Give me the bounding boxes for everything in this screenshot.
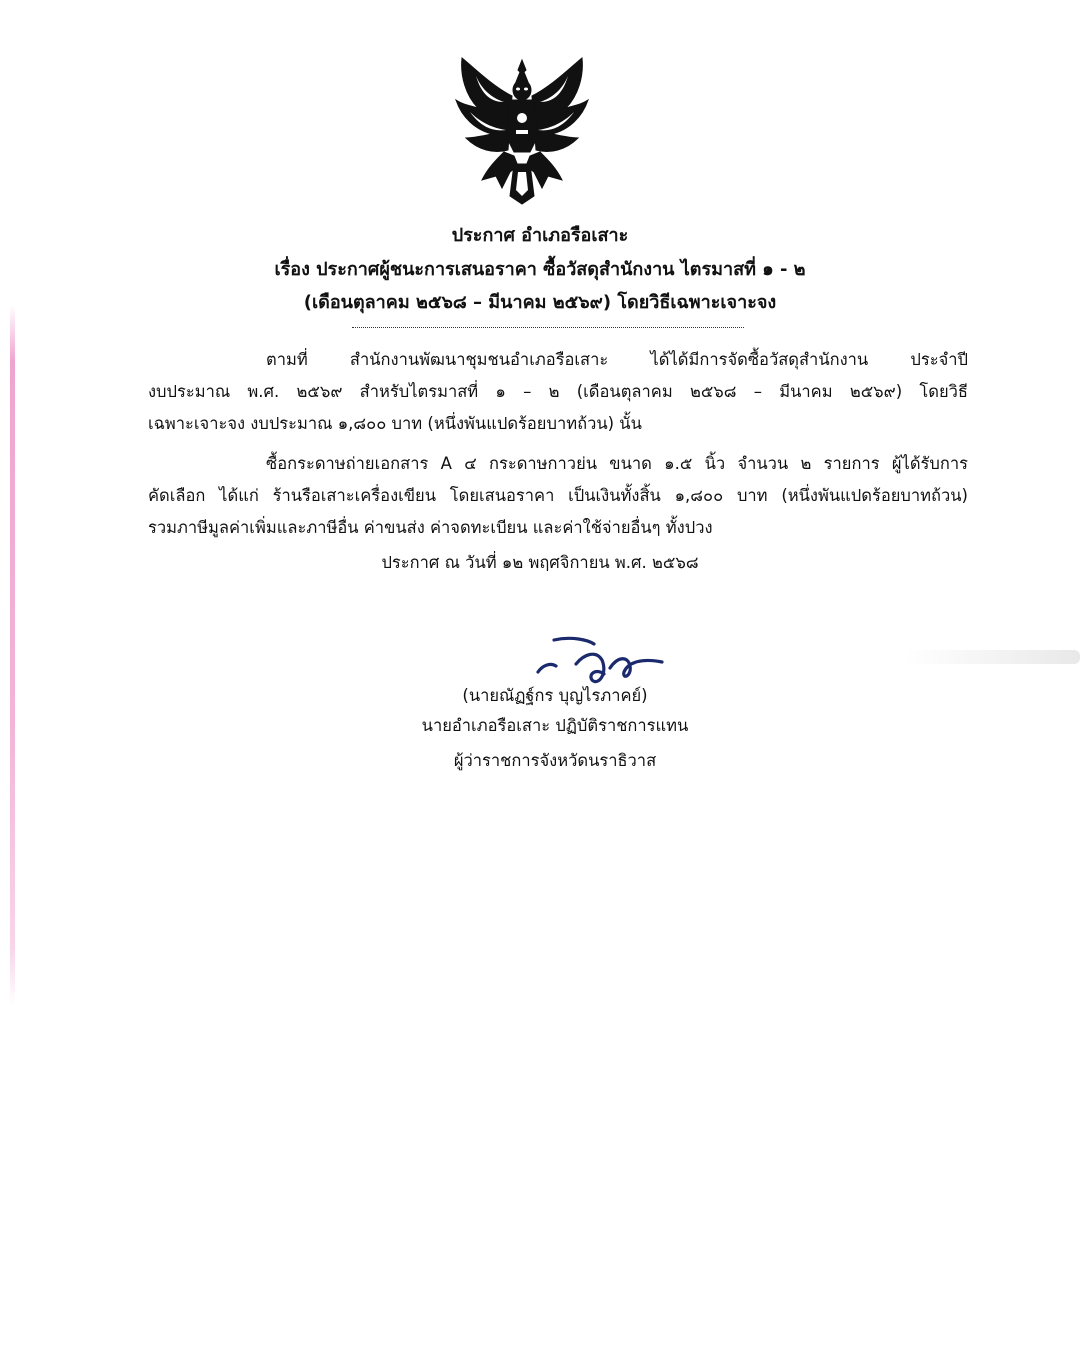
- announcement-subject: เรื่อง ประกาศผู้ชนะการเสนอราคา ซื้อวัสดุสำนักงาน ไตรมาสที่ ๑ - ๒: [274, 259, 806, 280]
- announcement-period: (เดือนตุลาคม ๒๕๖๘ – มีนาคม ๒๕๖๙) โดยวิธีเฉพาะเจาะจง: [303, 292, 777, 313]
- paragraph-line: คัดเลือก ได้แก่ ร้านรือเสาะเครื่องเขียน โดยเสนอราคา เป็นเงินทั้งสิ้น ๑,๘๐๐ บาท (หนึ่งพันแปดร้อยบาทถ้วน): [148, 486, 968, 505]
- paragraph-line: งบประมาณ พ.ศ. ๒๕๖๙ สำหรับไตรมาสที่ ๑ – ๒ (เดือนตุลาคม ๒๕๖๘ – มีนาคม ๒๕๖๙) โดยวิธี: [148, 382, 968, 401]
- signer-name: (นายณัฏฐ์กร บุญไรภาคย์): [462, 686, 648, 705]
- paragraph-winner: [148, 448, 968, 544]
- announcement-title: ประกาศ อำเภอรือเสาะ: [451, 225, 629, 246]
- scan-smudge: [905, 650, 1080, 664]
- issued-date: ประกาศ ณ วันที่ ๑๒ พฤศจิกายน พ.ศ. ๒๕๖๘: [381, 553, 699, 572]
- paragraph-line: เฉพาะเจาะจง งบประมาณ ๑,๘๐๐ บาท (หนึ่งพันแปดร้อยบาทถ้วน) นั้น: [148, 414, 642, 433]
- scan-edge-mark: [10, 305, 15, 1005]
- dotted-separator: [352, 327, 744, 328]
- signer-position: นายอำเภอรือเสาะ ปฏิบัติราชการแทน: [421, 716, 689, 735]
- paragraph-line: ซื้อกระดาษถ่ายเอกสาร A ๔ กระดาษกาวย่น ขนาด ๑.๕ นิ้ว จำนวน ๒ รายการ ผู้ได้รับการ: [266, 454, 968, 473]
- paragraph-line: รวมภาษีมูลค่าเพิ่มและภาษีอื่น ค่าขนส่ง ค่าจดทะเบียน และค่าใช้จ่ายอื่นๆ ทั้งปวง: [148, 518, 713, 537]
- garuda-emblem-icon: [452, 56, 592, 206]
- signer-position-acting: ผู้ว่าราชการจังหวัดนราธิวาส: [453, 751, 657, 770]
- paragraph-procurement: [148, 344, 968, 440]
- paragraph-line: ตามที่ สำนักงานพัฒนาชุมชนอำเภอรือเสาะ ได้ได้มีการจัดซื้อวัสดุสำนักงาน ประจำปี: [266, 350, 968, 369]
